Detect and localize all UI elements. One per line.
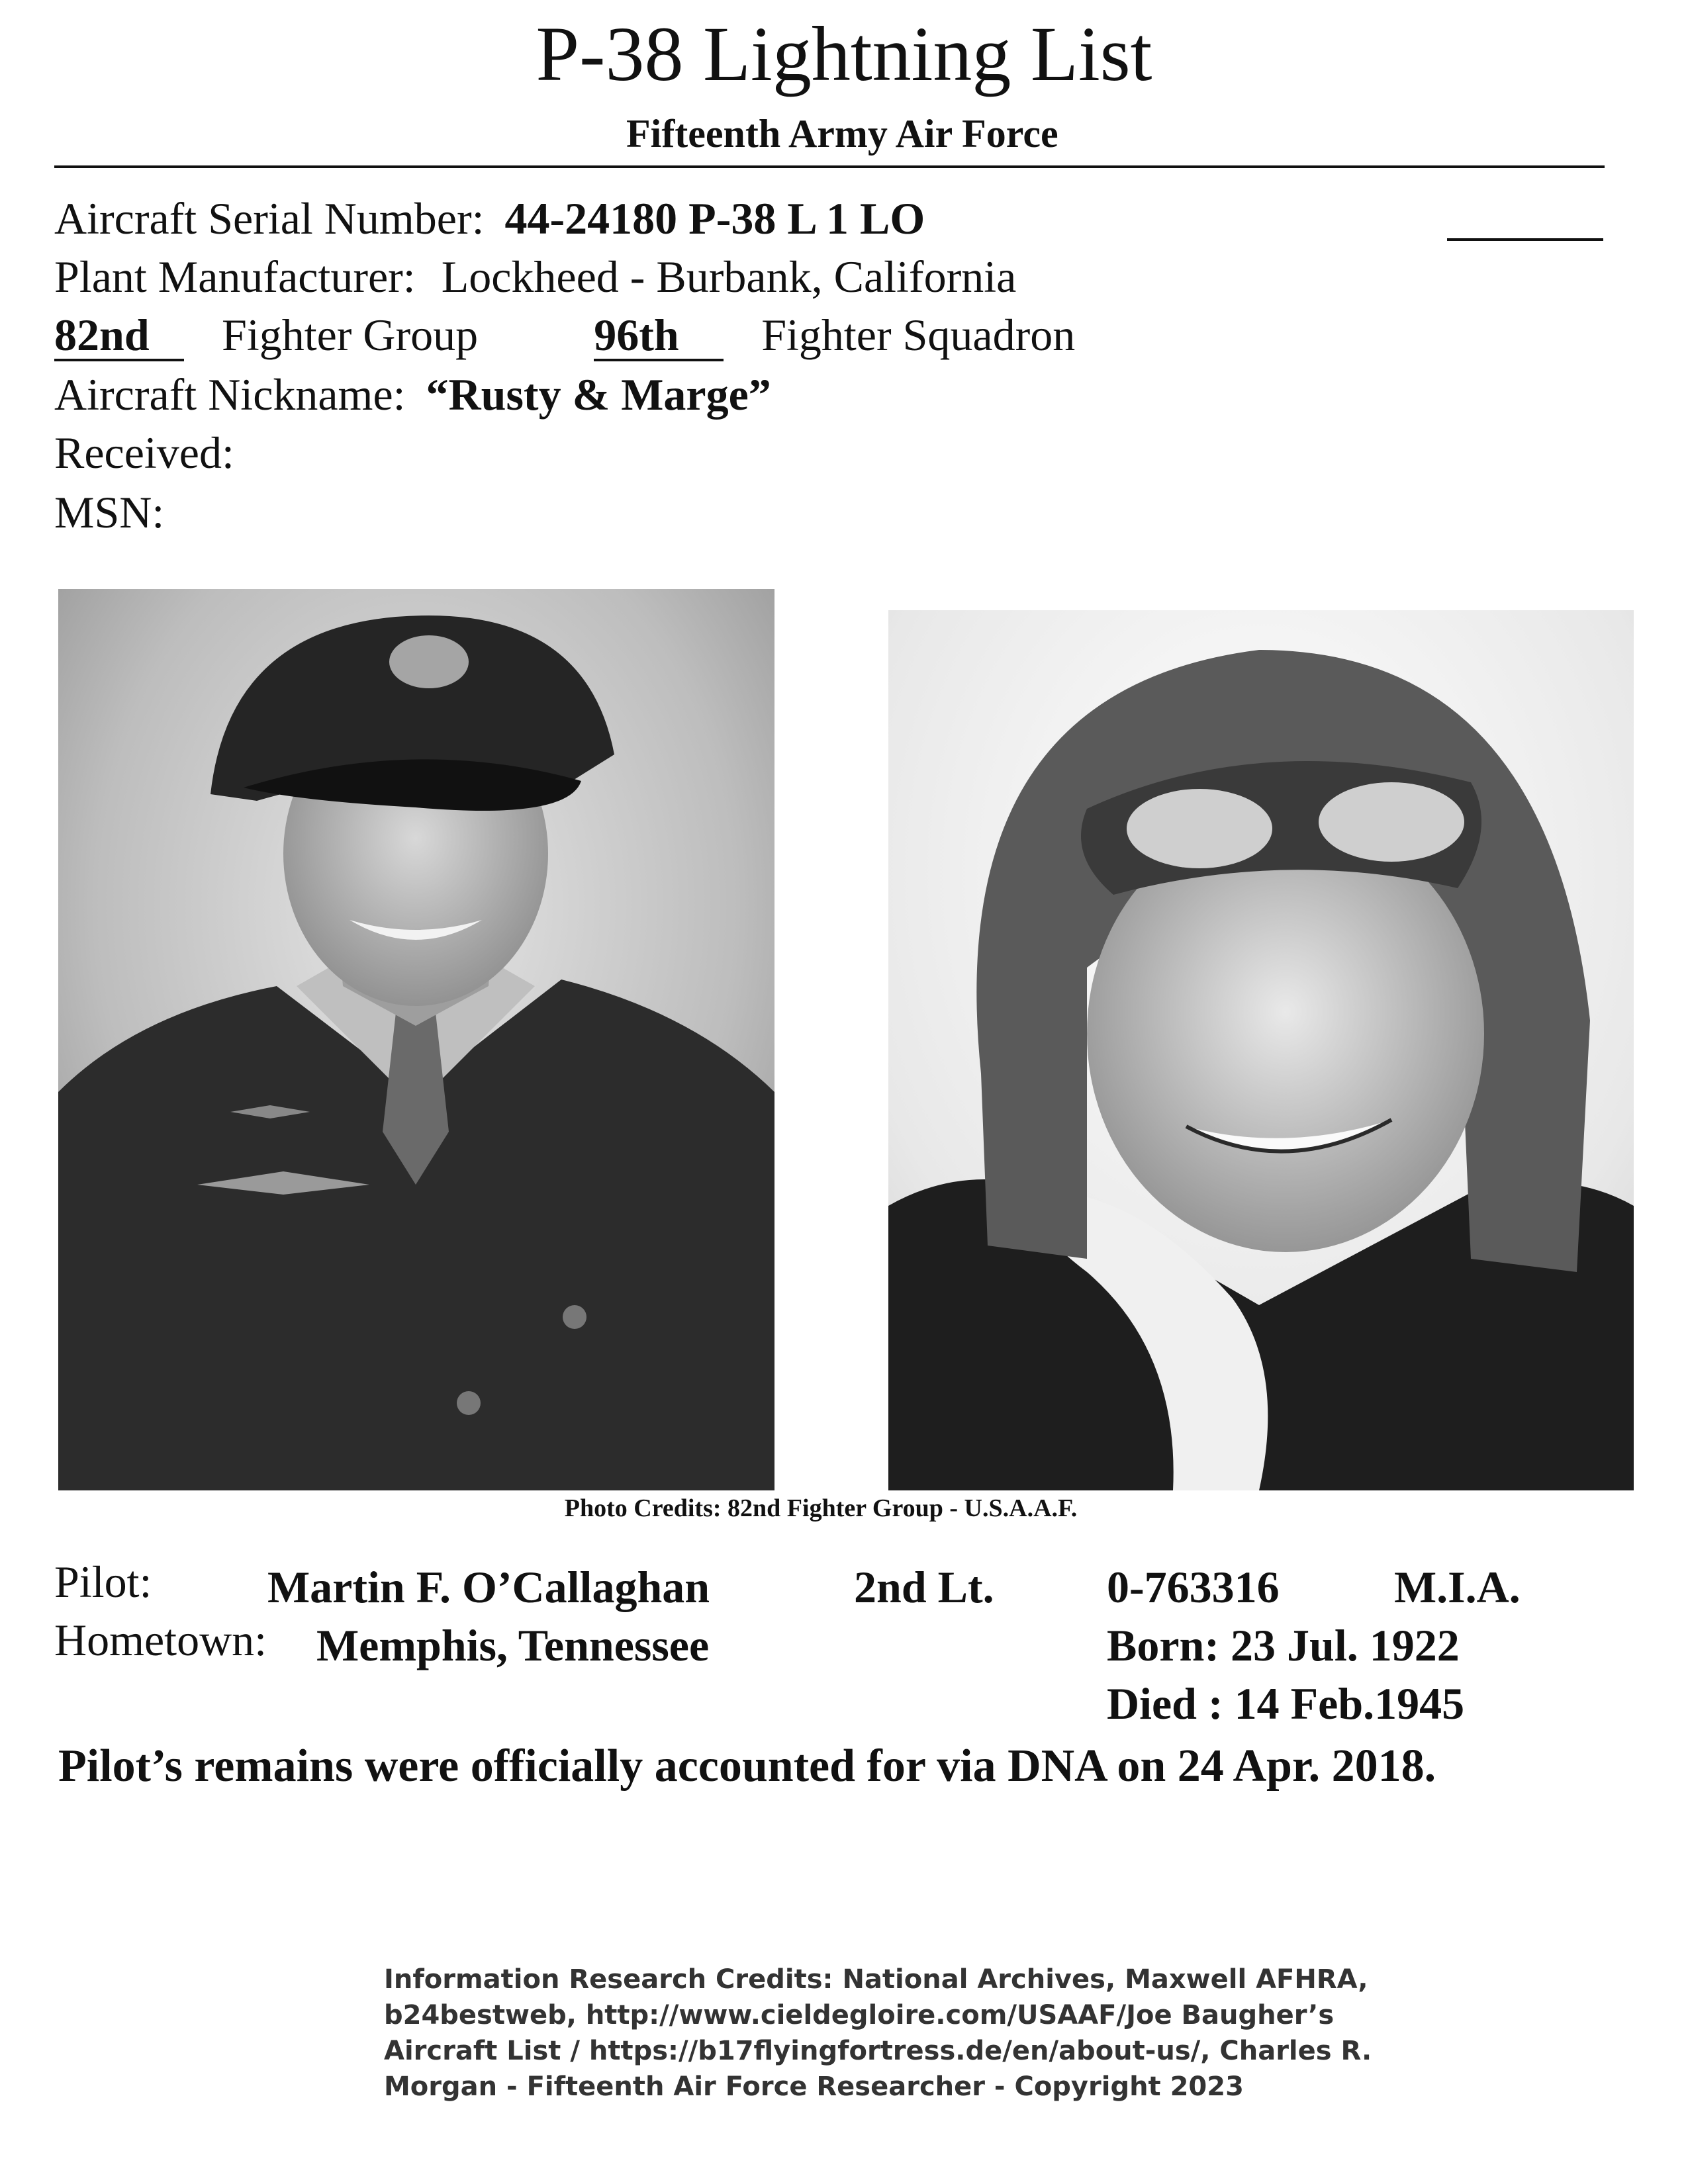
- serial-number-label: Aircraft Serial Number:: [54, 193, 485, 244]
- research-credits-line-4: Morgan - Fifteenth Air Force Researcher - Copyright 2023: [384, 2071, 1244, 2102]
- unit-row: [54, 308, 1075, 361]
- fighter-squadron-label: Fighter Squadron: [761, 310, 1076, 360]
- died-date: Died : 14 Feb.1945: [1107, 1678, 1465, 1729]
- header-divider: [54, 165, 1605, 168]
- pilot-serial-number: 0-763316: [1107, 1562, 1280, 1612]
- photo-credit: Photo Credits: 82nd Fighter Group - U.S.A.A.F.: [564, 1494, 1078, 1522]
- manufacturer-label: Plant Manufacturer:: [54, 251, 416, 302]
- fighter-squadron-value: 96th: [594, 311, 724, 361]
- research-credits-line-3: Aircraft List / https://b17flyingfortress.de/en/about-us/, Charles R.: [384, 2036, 1372, 2066]
- pilot-label: Pilot:: [54, 1557, 152, 1607]
- research-credits-line-2: b24bestweb, http://www.cieldegloire.com/USAAF/Joe Baugher’s: [384, 2000, 1335, 2030]
- pilot-portrait-flight-helmet-photo: [888, 610, 1634, 1490]
- manufacturer-value: Lockheed - Burbank, California: [441, 251, 1017, 302]
- serial-number-value: 44-24180 P-38 L 1 LO: [504, 193, 925, 244]
- nickname-value: “Rusty & Marge”: [426, 369, 771, 420]
- pilot-rank: 2nd Lt.: [854, 1562, 994, 1612]
- pilot-portrait-cap-photo: [58, 589, 774, 1490]
- blank-line: [1447, 238, 1603, 241]
- page-subtitle: Fifteenth Army Air Force: [626, 112, 1058, 156]
- dna-identification-note: Pilot’s remains were officially accounted for via DNA on 24 Apr. 2018.: [58, 1741, 1436, 1792]
- born-date: Born: 23 Jul. 1922: [1107, 1620, 1460, 1670]
- serial-number-row: [54, 192, 925, 245]
- nickname-row: [54, 368, 771, 421]
- pilot-status: M.I.A.: [1394, 1562, 1521, 1612]
- hometown-value: Memphis, Tennessee: [316, 1620, 710, 1670]
- nickname-label: Aircraft Nickname:: [54, 369, 406, 420]
- page-title: P-38 Lightning List: [536, 11, 1152, 97]
- received-label: Received:: [54, 428, 234, 478]
- pilot-name: Martin F. O’Callaghan: [267, 1562, 710, 1612]
- research-credits-line-1: Information Research Credits: National Archives, Maxwell AFHRA,: [384, 1964, 1368, 1995]
- msn-label: MSN:: [54, 487, 165, 537]
- hometown-label: Hometown:: [54, 1615, 267, 1665]
- fighter-group-value: 82nd: [54, 311, 184, 361]
- fighter-group-label: Fighter Group: [222, 310, 479, 360]
- manufacturer-row: [54, 250, 1016, 303]
